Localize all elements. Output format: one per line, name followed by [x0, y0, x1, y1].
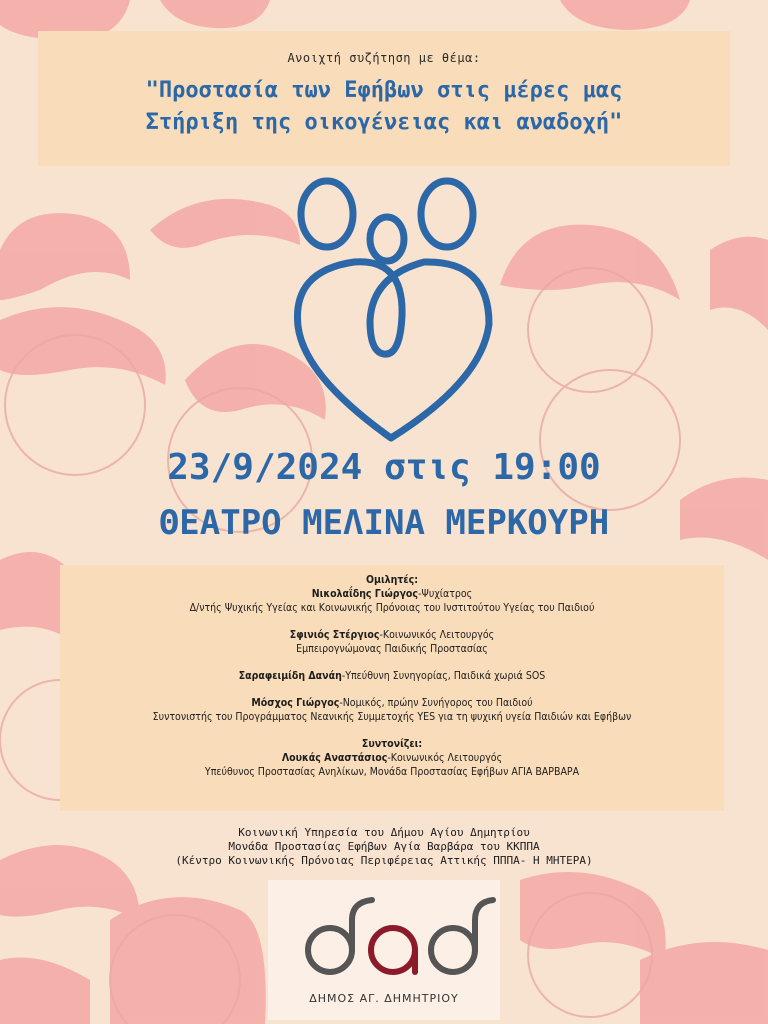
organizers-footer — [0, 826, 768, 868]
organizer-line-2: Μονάδα Προστασίας Εφήβων Αγία Βαρβάρα του ΚΚΠΠΑ — [228, 840, 540, 853]
event-date-time: 23/9/2024 στις 19:00 — [167, 447, 601, 488]
speaker-4-detail: Συντονιστής του Προγράμματος Νεανικής Συμμετοχής YES για τη ψυχική υγεία Παιδιών και Εφήβων — [152, 711, 632, 723]
speaker-1-role: -Ψυχίατρος — [418, 588, 473, 600]
moderator — [60, 751, 724, 765]
municipality-logo — [268, 880, 500, 1020]
speaker-1 — [60, 587, 724, 601]
speaker-2-name: Σφινιός Στέργιος — [289, 629, 380, 641]
municipality-logo-mark — [268, 880, 500, 990]
speaker-2 — [60, 628, 724, 642]
speaker-3-role: -Υπεύθυνη Συνηγορίας, Παιδικά χωριά SOS — [341, 670, 546, 682]
speaker-3-name: Σαραφειμίδη Δανάη — [238, 670, 342, 682]
event-venue: ΘΕΑΤΡΟ ΜΕΛΙΝΑ ΜΕΡΚΟΥΡΗ — [158, 503, 610, 543]
speakers-heading: Ομιλητές: — [365, 574, 419, 586]
speakers-panel — [60, 565, 724, 811]
moderator-heading: Συντονίζει: — [361, 738, 423, 750]
event-title-line-2: Στήριξη της οικογένειας και αναδοχή" — [145, 110, 623, 135]
speaker-4 — [60, 696, 724, 710]
title-panel — [38, 31, 730, 166]
moderator-detail: Υπεύθυνος Προστασίας Ανηλίκων, Μονάδα Προστασίας Εφήβων ΑΓΙΑ ΒΑΡΒΑΡΑ — [204, 766, 580, 778]
speaker-1-name: Νικολαΐδης Γιώργος — [311, 588, 419, 600]
event-subtitle: Ανοιχτή συζήτηση με θέμα: — [287, 51, 481, 65]
event-title-line-1: "Προστασία των Εφήβων στις μέρες μας — [145, 78, 623, 103]
organizer-line-3: (Κέντρο Κοινωνικής Πρόνοιας Περιφέρειας Αττικής ΠΠΠΑ- Η ΜΗΤΕΡΑ) — [175, 854, 593, 867]
speaker-3 — [60, 669, 724, 683]
family-heart-icon — [284, 176, 499, 446]
speaker-4-name: Μόσχος Γιώργος — [251, 697, 340, 709]
speaker-4-role: -Νομικός, πρώην Συνήγορος του Παιδιού — [339, 697, 533, 709]
organizer-line-1: Κοινωνική Υπηρεσία του Δήμου Αγίου Δημητρίου — [238, 826, 530, 839]
speaker-2-role: -Κοινωνικός Λειτουργός — [379, 629, 495, 641]
moderator-name: Λουκάς Αναστάσιος — [281, 752, 388, 764]
municipality-name: ΔΗΜΟΣ ΑΓ. ΔΗΜΗΤΡΙΟΥ — [309, 992, 459, 1005]
speaker-1-detail: Δ/ντής Ψυχικής Υγείας και Κοινωνικής Πρόνοιας του Ινστιτούτου Υγείας του Παιδιού — [189, 602, 595, 614]
speaker-2-detail: Εμπειρογνώμονας Παιδικής Προστασίας — [296, 643, 488, 655]
moderator-role: -Κοινωνικός Λειτουργός — [387, 752, 503, 764]
